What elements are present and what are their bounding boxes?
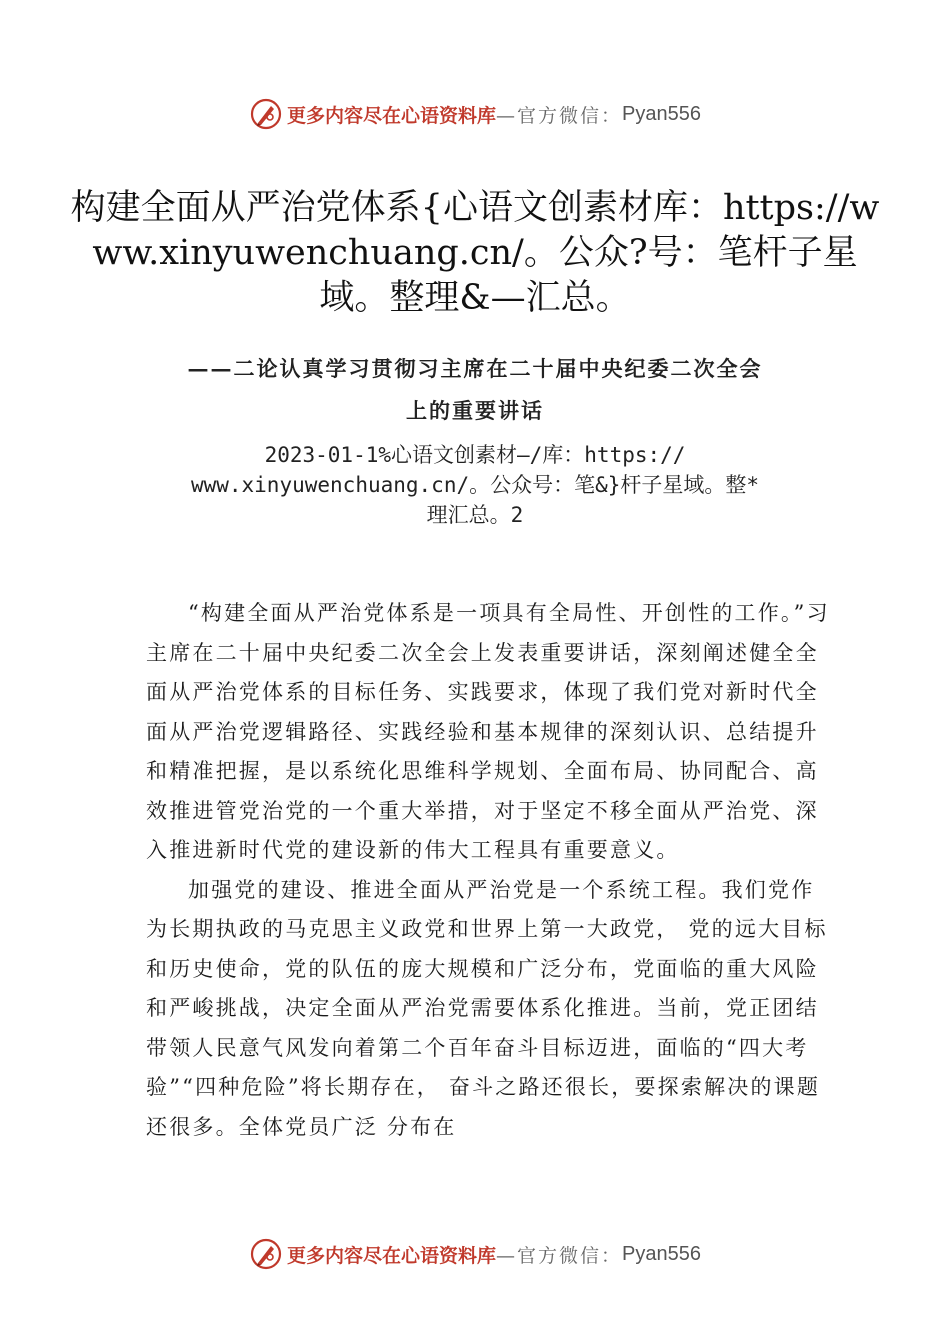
dateline-line-1: 2023-01-1%心语文创素材—/库：https://	[264, 443, 686, 467]
banner-brand-text: 更多内容尽在心语资料库	[287, 1244, 497, 1267]
subtitle-line-1: ——二论认真学习贯彻习主席在二十届中央纪委二次全会	[187, 356, 763, 381]
dateline-line-2: www.xinyuwenchuang.cn/。公众号：笔&}杆子星域。整*	[190, 473, 760, 497]
document-title: 构建全面从严治党体系{心语文创素材库：https://www.xinyuwenchuang.cn/。公众?号：笔杆子星域。整理&—汇总。	[70, 188, 880, 318]
document-subtitle	[100, 348, 850, 432]
article-body	[146, 594, 832, 1147]
dateline	[120, 440, 830, 530]
pen-logo-icon	[249, 97, 283, 131]
paragraph-1: “构建全面从严治党体系是一项具有全局性、开创性的工作。”习主席在二十届中央纪委二次全会上发表重要讲话，深刻阐述健全全面从严治党体系的目标任务、实践要求，体现了我们党对新时代全面从严治党逻辑路径、实践经验和基本规律的深刻认识、总结提升和精准把握，是以系统化思维科学规划、全面布局、协同配合、高效推进管党治党的一个重大举措，对于坚定不移全面从严治党、深入推进新时代党的建设新的伟大工程具有重要意义。	[146, 601, 830, 862]
banner-wechat-id: Pyan556	[622, 1242, 701, 1265]
subtitle-line-2: 上的重要讲话	[406, 398, 544, 423]
header-banner	[0, 92, 950, 136]
banner-wechat-label: —官方微信：	[496, 104, 623, 127]
banner-brand-text: 更多内容尽在心语资料库	[287, 104, 497, 127]
paragraph-2: 加强党的建设、推进全面从严治党是一个系统工程。我们党作为长期执政的马克思主义政党和世界上第一大政党， 党的远大目标和历史使命，党的队伍的庞大规模和广泛分布，党面临的重大风险和严峻挑战，决定全面从严治党需要体系化推进。当前，党正团结带领人民意气风发向着第二个百年奋斗目标迈进，面临的“四大考验”“四种危险”将长期存在， 奋斗之路还很长，要探索解决的课题还很多。全体党员广泛 分布在	[146, 877, 828, 1139]
banner-wechat-label: —官方微信：	[496, 1244, 623, 1267]
pen-logo-icon	[249, 1237, 283, 1271]
dateline-line-3: 理汇总。2	[426, 503, 524, 527]
banner-wechat-id: Pyan556	[622, 102, 701, 125]
footer-banner	[0, 1232, 950, 1276]
